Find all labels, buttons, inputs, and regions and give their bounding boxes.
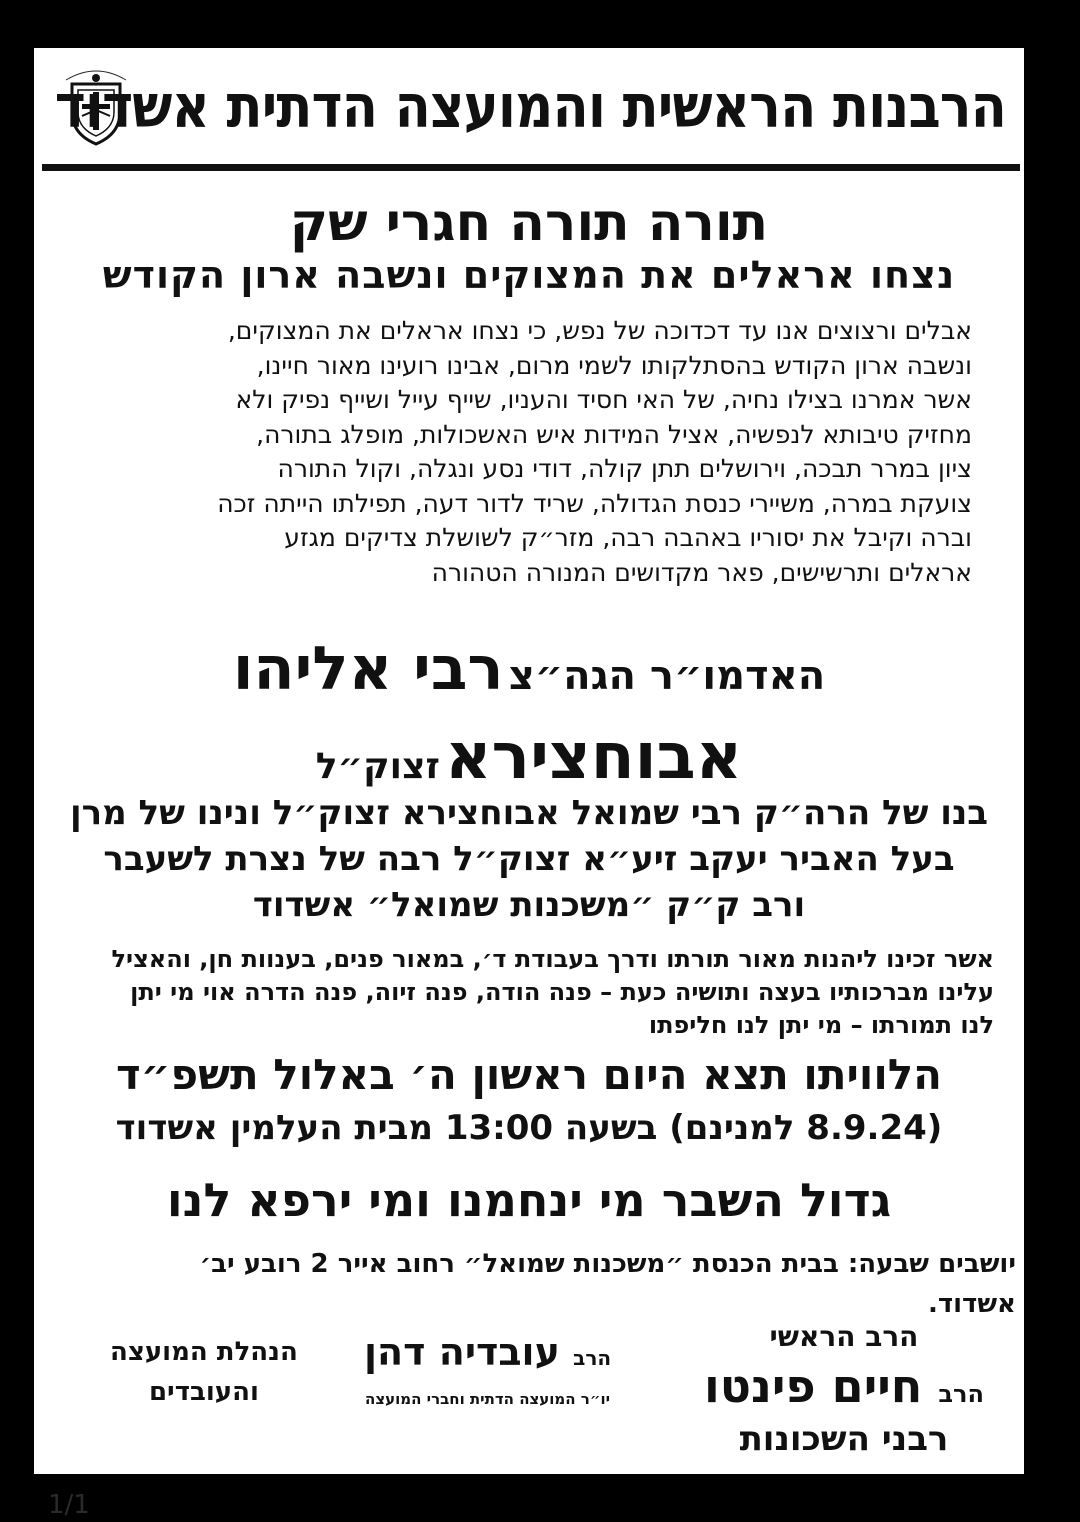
eulogy-line: אבלים ורצוצים אנו עד דכדוכה של נפש, כי נצחו אראלים את המצוקים, bbox=[227, 316, 972, 345]
eulogy-line: מחזיק טיבותא לנפשיה, אציל המידות איש האשכולות, מופלג בתורה, bbox=[256, 419, 972, 449]
first-name: רבי אליהו bbox=[232, 634, 504, 704]
shiva-line: יושבים שבעה: בבית הכנסת ״משכנות שמואל״ רחוב אייר 2 רובע יב׳ bbox=[199, 1249, 1016, 1279]
lineage-line: ורב ק״ק ״משכנות שמואל״ אשדוד bbox=[252, 885, 806, 925]
eulogy-paragraph bbox=[72, 314, 972, 590]
merit-line: עלינו מברכותיו בעצה ותושיה כעת – פנה הודה, פנה זיוה, פנה הדרה אוי מי יתן bbox=[130, 978, 994, 1006]
eulogy-line: צועקת במרה, משיירי כנסת הגדולה, שריד לדור דעה, תפילתו הייתה זכה bbox=[217, 488, 972, 518]
header-divider bbox=[42, 164, 1020, 171]
eulogy-line: וברה וקיבל את יסוריו באהבה רבה, מזר״ק לשושלת צדיקים מגזע bbox=[284, 523, 972, 552]
signature-council-chair bbox=[364, 1330, 611, 1408]
signature-prefix: הרב bbox=[938, 1380, 984, 1408]
signature-name-text: עובדיה דהן bbox=[364, 1330, 560, 1374]
eulogy-line: ציון במרר תבכה, וירושלים תתן קולה, דודי נסע ונגלה, וקול התורה bbox=[277, 454, 972, 483]
eulogy-line: אשר אמרנו בצילו נחיה, של האי חסיד והעניו, שייף עייל ושייף נפיק ולא bbox=[235, 385, 972, 414]
merit-line: לנו תמורתו – מי יתן לנו חליפתו bbox=[648, 1011, 994, 1039]
merit-line: אשר זכינו ליהנות מאור תורתו ודרך בעבודת ד׳, במאור פנים, בענוות חן, והאציל bbox=[111, 945, 994, 973]
signature-chief-rabbi bbox=[704, 1320, 984, 1459]
deceased-name-line bbox=[34, 634, 1024, 704]
shiva-line: אשדוד. bbox=[927, 1289, 1016, 1319]
title-prefix: האדמו״ר הגה״צ bbox=[508, 653, 826, 699]
headline-primary: תורה תורה חגרי שק bbox=[289, 193, 769, 253]
signature-name bbox=[364, 1330, 611, 1374]
surname: אבוחצירא bbox=[444, 720, 743, 794]
eulogy-line: אראלים ותרשישים, פאר מקדושים המנורה הטהורה bbox=[431, 557, 972, 587]
signature-subtitle: רבני השכונות bbox=[739, 1419, 949, 1459]
signature-name bbox=[704, 1359, 984, 1413]
signature-prefix: הרב bbox=[573, 1346, 612, 1370]
lineage-block bbox=[34, 790, 1024, 928]
eulogy-line: ונשבה ארון הקודש בהסתלקותו לשמי מרום, אבינו רועינו מאור חיינו, bbox=[256, 350, 972, 380]
signature-role: הרב הראשי bbox=[769, 1320, 919, 1353]
honorific-suffix: זצוק״ל bbox=[315, 746, 440, 787]
headline-secondary: נצחו אראלים את המצוקים ונשבה ארון הקודש bbox=[102, 253, 956, 297]
organization-title: הרבנות הראשית והמועצה הדתית אשדוד bbox=[54, 72, 1006, 142]
page-indicator: 1/1 bbox=[48, 1490, 90, 1520]
funeral-announcement: הלוויתו תצא היום ראשון ה׳ באלול תשפ״ד bbox=[115, 1050, 942, 1099]
signature-subtitle: יו״ר המועצה הדתית וחברי המועצה bbox=[365, 1390, 611, 1408]
signature-line: הנהלת המועצה bbox=[110, 1337, 298, 1367]
lineage-line: בעל האביר יעקב זיע״א זצוק״ל רבה של נצרת לשעבר bbox=[103, 839, 955, 879]
merit-paragraph bbox=[54, 943, 994, 1042]
lineage-line: בנו של הרה״ק רבי שמואל אבוחצירא זצוק״ל ונינו של מרן bbox=[69, 793, 989, 833]
consolation-line: גדול השבר מי ינחמנו ומי ירפא לנו bbox=[166, 1173, 892, 1227]
notice-document bbox=[34, 48, 1024, 1474]
funeral-time-place: (8.9.24 למנינם) בשעה 13:00 מבית העלמין אשדוד bbox=[115, 1108, 943, 1148]
signature-line: והעובדים bbox=[148, 1377, 259, 1407]
shiva-info bbox=[200, 1244, 1016, 1324]
signature-name-text: חיים פינטו bbox=[703, 1359, 923, 1413]
deceased-surname-line bbox=[34, 720, 1024, 794]
signature-council-management bbox=[110, 1332, 298, 1412]
